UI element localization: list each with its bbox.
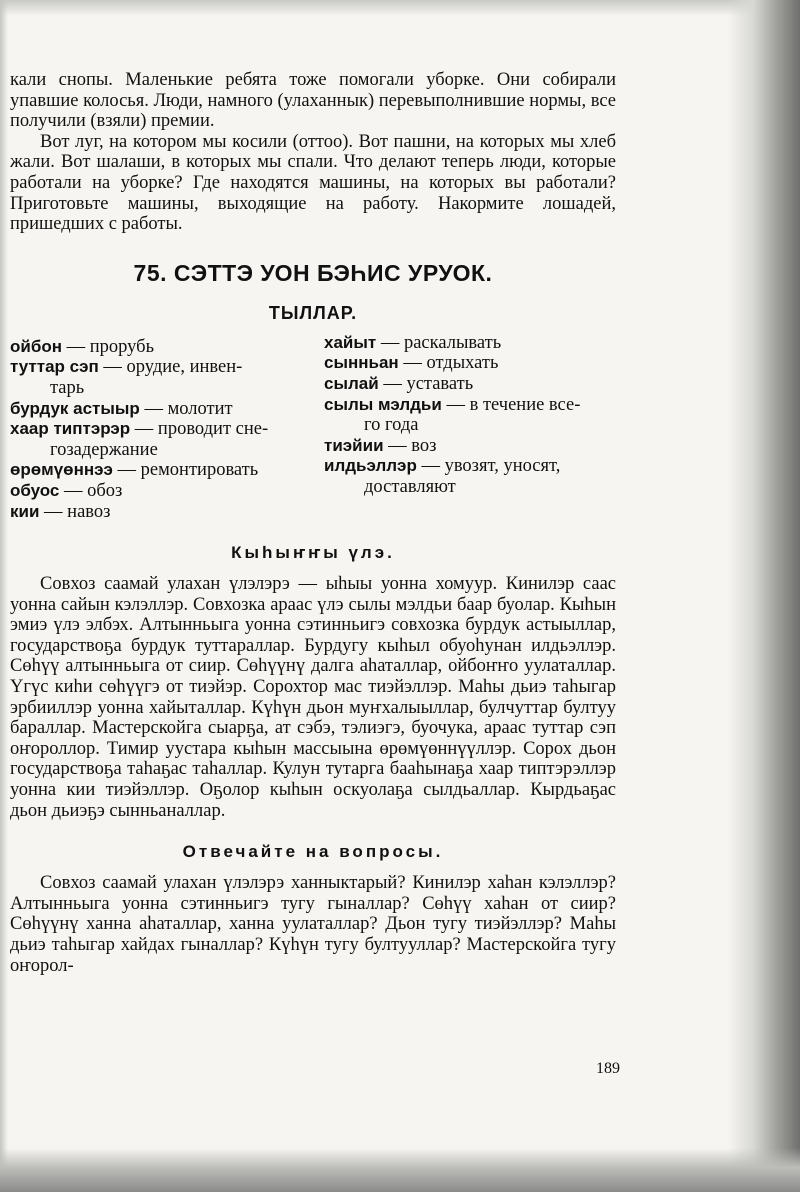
vocabulary-word: тиэйии xyxy=(324,435,384,455)
vocabulary-column-right xyxy=(324,333,616,522)
vocabulary-meaning-continuation: доставляют xyxy=(364,476,456,497)
vocabulary-meaning-continuation: го года xyxy=(364,415,419,436)
reading-heading: Кыһыҥҥы үлэ. xyxy=(231,543,395,563)
vocabulary-word: обуос xyxy=(10,480,60,500)
vocabulary-word: сылай xyxy=(324,373,379,393)
vocabulary-meaning: в течение все- xyxy=(469,394,581,415)
vocabulary-separator: — xyxy=(112,460,141,481)
vocabulary-meaning-continuation: тарь xyxy=(50,377,85,398)
vocabulary-meaning: прорубь xyxy=(89,336,155,357)
vocabulary-entry xyxy=(10,337,300,358)
vocabulary-word: бурдук астыыр xyxy=(10,398,140,418)
intro-paragraph-1: кали снопы. Маленькие ребята тоже помогали уборке. Они собирали упавшие колосья. Люди, намного (улаханнык) перевыполнившие нормы, все получили (взяли) премии. xyxy=(10,70,616,132)
page-edge-top xyxy=(0,0,800,16)
vocabulary-meaning: молотит xyxy=(167,398,233,419)
vocabulary-entry xyxy=(10,502,300,523)
vocabulary-separator: — xyxy=(383,435,412,456)
page-content xyxy=(10,70,616,976)
vocabulary-meaning: обоз xyxy=(87,480,123,501)
vocabulary-separator: — xyxy=(98,357,127,378)
vocabulary-meaning-continuation: гозадержание xyxy=(50,439,158,460)
vocabulary-separator: — xyxy=(376,332,404,353)
vocabulary-separator: — xyxy=(62,336,90,357)
page-edge-left xyxy=(0,0,8,1192)
vocabulary-entry xyxy=(324,436,616,457)
vocabulary-word: сынньан xyxy=(324,353,399,373)
vocabulary-separator: — xyxy=(130,419,158,440)
vocabulary-separator: — xyxy=(59,480,88,501)
vocabulary-word: өрөмүөннээ xyxy=(10,460,113,480)
vocabulary-meaning: уставать xyxy=(406,373,474,394)
vocabulary-separator: — xyxy=(398,353,427,374)
page-edge-right xyxy=(728,0,800,1192)
vocabulary-separator: — xyxy=(39,501,68,522)
reading-text: Совхоз саамай улахан үлэлэрэ — ыһыы уонна хомуур. Кинилэр саас уонна сайын кэлэллэр. Совхозка араас үлэ сылы мэлдьи баар буолар. Кыһын эмиэ үлэ элбэх. Алтынньыга уонна сэтинньигэ совхозка бурдук астыыллар, государствоҕа бурдук туттараллар. Бурдугу кыһыл обуоһунан илдьэллэр. Сөһүү алтынньыга от сиир. Сөһүүнү далга аһаталлар, ойбоҥҥо уулаталлар. Үгүс киһи сөһүүгэ от тиэйэр. Сорохтор мас тиэйэллэр. Маһы дьиэ таһыгар эрбииллэр уонна хайыталлар. Күһүн дьон муҥхалыыллар, булчуттар бултуу бараллар. Мастерскойга сыарҕа, ат сэбэ, тэлиэгэ, буочука, араас туттар сэп оҥороллор. Тимир уустара кыһын массыына өрөмүөннүүллэр. Сорох дьон государствоҕа таһаҕас таһаллар. Кулун тутарга бааһынаҕа хаар типтэрэллэр уонна кии тиэйэллэр. Оҕолор кыһын оскуолаҕа сылдьаллар. Кырдьаҕас дьон дьиэҕэ сынньаналлар. xyxy=(10,574,616,821)
vocabulary-meaning: раскалывать xyxy=(403,332,502,353)
vocabulary-word: хаар типтэрэр xyxy=(10,419,131,439)
vocabulary-entry xyxy=(10,419,300,460)
vocabulary-word: хайыт xyxy=(324,332,377,352)
vocabulary-meaning: воз xyxy=(411,435,437,456)
vocabulary-meaning: навоз xyxy=(67,501,111,522)
vocabulary-meaning: отдыхать xyxy=(426,353,499,374)
vocabulary-separator: — xyxy=(139,398,168,419)
vocabulary-entry xyxy=(324,333,616,354)
vocabulary-entry xyxy=(10,481,300,502)
vocabulary-list xyxy=(10,332,616,522)
questions-text: Совхоз саамай улахан үлэлэрэ ханныктарый? Кинилэр хаһан кэлэллэр? Алтынньыга уонна сэтинньигэ тугу гыналлар? Сөһүү хаһан от сиир? Сөһүүнү ханна аһаталлар, ханна уулаталлар? Дьон тугу тиэйэллэр? Маһы дьиэ таһыгар хайдах гыналлар? Күһүн тугу бултууллар? Мастерскойга тугу оҥорол- xyxy=(10,873,616,976)
vocabulary-word: кии xyxy=(10,501,40,521)
vocabulary-entry xyxy=(324,456,616,497)
vocabulary-meaning: увозят, уносят, xyxy=(444,456,561,477)
page-number: 189 xyxy=(596,1060,620,1077)
vocabulary-meaning: орудие, инвен- xyxy=(126,357,243,378)
vocabulary-entry xyxy=(10,399,300,420)
vocabulary-word: туттар сэп xyxy=(10,357,99,377)
vocabulary-entry xyxy=(324,395,616,436)
vocabulary-separator: — xyxy=(416,456,445,477)
vocabulary-word: сылы мэлдьи xyxy=(324,394,442,414)
lesson-title: 75. СЭТТЭ УОН БЭҺИС УРУОК. xyxy=(133,259,493,286)
vocabulary-meaning: ремонтировать xyxy=(140,460,259,481)
vocabulary-word: ойбон xyxy=(10,336,62,356)
vocabulary-entry xyxy=(10,357,300,398)
vocabulary-word: илдьэллэр xyxy=(324,456,417,476)
vocabulary-entry xyxy=(324,374,616,395)
vocabulary-separator: — xyxy=(378,373,407,394)
vocabulary-separator: — xyxy=(441,394,470,415)
questions-heading: Отвечайте на вопросы. xyxy=(182,842,444,862)
vocabulary-column-left xyxy=(10,337,300,522)
vocabulary-entry xyxy=(324,353,616,374)
vocabulary-meaning: проводит сне- xyxy=(157,419,269,440)
page-edge-bottom xyxy=(0,1148,800,1192)
intro-paragraph-2: Вот луг, на котором мы косили (оттоо). Вот пашни, на которых мы хлеб жали. Вот шалаши, в которых мы спали. Что делают теперь люди, которые работали на уборке? Где находятся машины, на которых вы работали? Приготовьте машины, выходящие на работу. Накормите лошадей, пришедших с работы. xyxy=(10,131,616,235)
vocabulary-heading: ТЫЛЛАР. xyxy=(268,302,358,323)
vocabulary-entry xyxy=(10,460,300,481)
